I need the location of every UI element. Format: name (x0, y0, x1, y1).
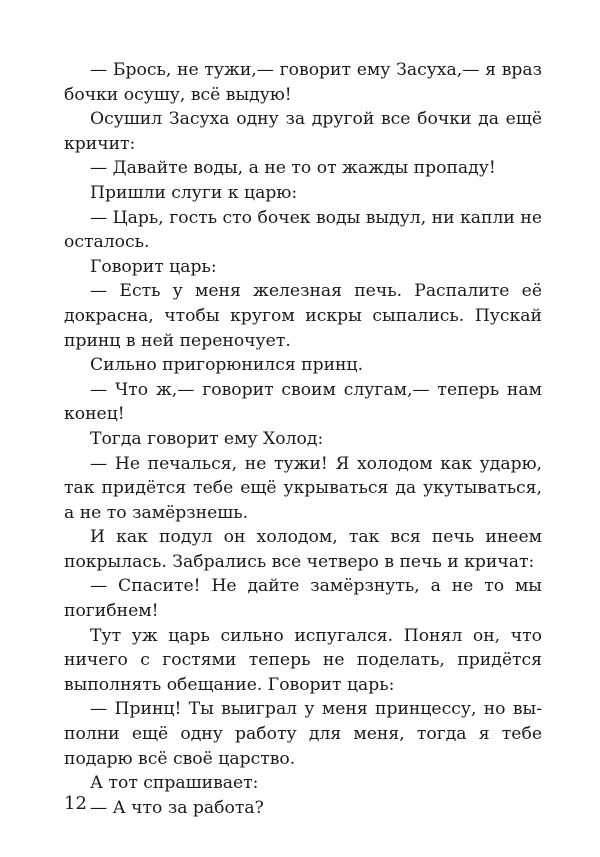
paragraph: — Царь, гость сто бочек воды выдул, ни капли не осталось. (64, 207, 542, 253)
paragraph: Говорит царь: (90, 256, 217, 277)
paragraph: — А что за работа? (90, 797, 264, 818)
page-number: 12 (64, 793, 87, 814)
text-column (64, 58, 542, 820)
paragraph: — Что ж,— говорит своим слугам,— теперь нам конец! (64, 379, 542, 425)
paragraph: — Давайте воды, а не то от жажды пропаду! (90, 158, 496, 179)
paragraph: Сильно пригорюнился принц. (90, 355, 364, 376)
paragraph: — Принц! Ты выиграл у меня принцессу, но выполни ещё одну работу для меня, тогда я тебе подарю всё своё царство. (64, 699, 542, 769)
paragraph: Пришли слуги к царю: (90, 182, 298, 203)
paragraph: — Есть у меня железная печь. Распалите её докрасна, чтобы кругом искры сыпались. Пускай принц в ней переночует. (64, 281, 542, 351)
paragraph: А тот спрашивает: (90, 773, 259, 794)
paragraph: Осушил Засуха одну за другой все бочки да ещё кричит: (64, 109, 542, 154)
paragraph: — Не печалься, не тужи! Я холодом как ударю, так придётся тебе ещё укрываться да укутываться, а не то замёрзнешь. (64, 453, 542, 523)
paragraph: — Брось, не тужи,— говорит ему Засуха,— я враз бочки осушу, всё выдую! (64, 60, 542, 105)
paragraph: Тут уж царь сильно испугался. Понял он, что ничего с гостями теперь не поделать, придётся выполнять обещание. Говорит царь: (64, 625, 542, 695)
paragraph: Тогда говорит ему Холод: (90, 428, 324, 449)
paragraph: — Спасите! Не дайте замёрзнуть, а не то мы погибнем! (64, 576, 542, 622)
paragraph: И как подул он холодом, так вся печь инеем покрылась. Забрались все четверо в печь и кричат: (64, 527, 542, 572)
